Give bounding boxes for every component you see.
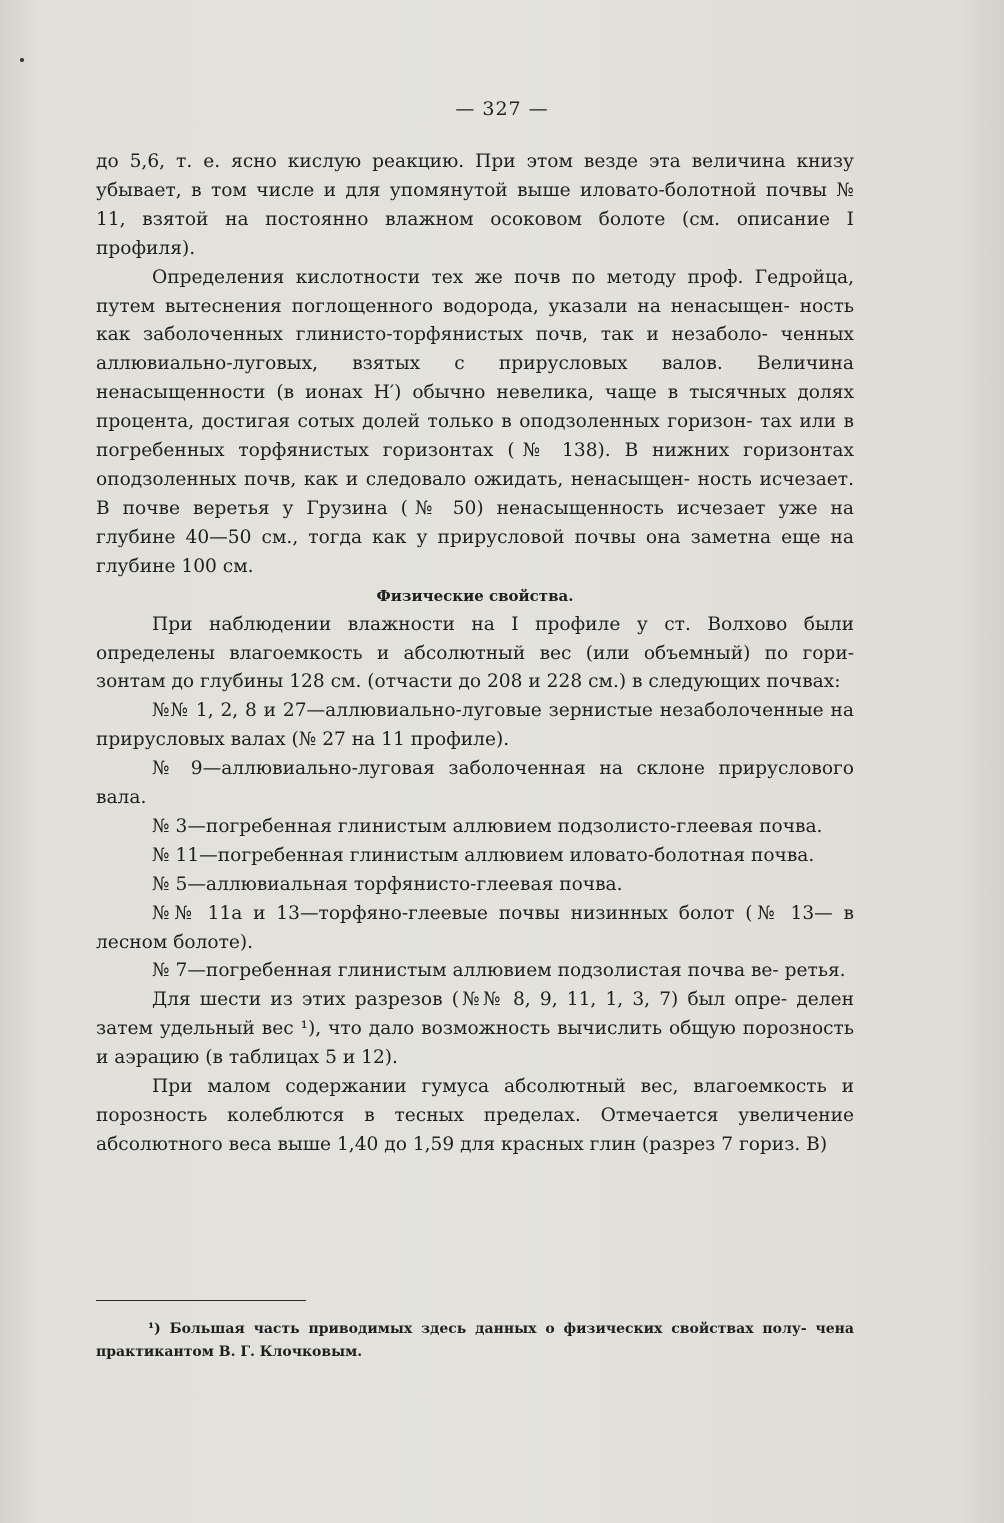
- text-line: I профиля).: [96, 208, 854, 259]
- text-line: №№ 11а и 13—торфяно-глеевые почвы низинных болот (№ 13—: [152, 902, 833, 924]
- text-line: вала.: [96, 787, 147, 809]
- text-line: ность исчезает. В почве веретья у Грузина (№ 50) ненасыщенность: [96, 468, 854, 519]
- list-item: [96, 842, 854, 871]
- text-line: почвах:: [766, 671, 841, 693]
- body-text: [96, 148, 854, 1160]
- list-item: [96, 957, 854, 986]
- text-line: При наблюдении влажности на I профиле у ст. Волхово были: [152, 613, 854, 635]
- text-line: Для шести из этих разрезов (№№ 8, 9, 11, 1, 3, 7) был опре-: [152, 989, 788, 1011]
- text-line: № 5—аллювиальная торфянисто-глеевая почва.: [152, 873, 623, 895]
- list-item: [96, 871, 854, 900]
- text-line: №№ 1, 2, 8 и 27—аллювиально-луговые зернистые незаболоченные: [152, 700, 824, 722]
- text-line: на прирусловых валах (№ 27 на 11 профиле).: [96, 700, 854, 751]
- text-line: порозность и аэрацию (в таблицах 5 и 12).: [96, 1018, 854, 1069]
- text-line: в лесном болоте).: [96, 902, 854, 953]
- paragraph: [96, 264, 854, 582]
- text-line: абсолютного веса выше 1,40 до 1,59 для красных глин (разрез 7 гориз. B): [96, 1133, 828, 1155]
- text-line: чена практикантом В. Г. Клочковым.: [96, 1321, 855, 1360]
- text-line: ность как заболоченных глинисто-торфянистых почв, так и незаболо-: [96, 295, 854, 346]
- text-line: № 11—погребенная глинистым аллювием иловато-болотная почва.: [152, 844, 815, 866]
- text-line: Определения кислотности тех же почв по методу проф. Гедройца,: [152, 266, 854, 288]
- text-line: горизонтах оподзоленных почв, как и следовало ожидать, ненасыщен-: [96, 440, 854, 490]
- text-line: № 3—погребенная глинистым аллювием подзолисто-глеевая почва.: [152, 815, 823, 837]
- list-item: [96, 755, 854, 813]
- text-line: тах или в погребенных торфянистых горизонтах (№ 138). В нижних: [96, 411, 854, 462]
- text-line: путем вытеснения поглощенного водорода, указали на ненасыщен-: [96, 295, 790, 317]
- text-line: ненасыщенности (в ионах H′) обычно невелика, чаще в тысячных: [96, 382, 787, 404]
- speck-mark: [20, 58, 24, 62]
- footnote-text: [96, 1318, 854, 1364]
- page-number: — 327 —: [455, 98, 549, 120]
- text-line: делен затем удельный вес ¹), что дало возможность вычислить общую: [96, 989, 854, 1040]
- footnote-rule: [96, 1300, 306, 1301]
- paragraph: [96, 1073, 854, 1160]
- text-line: При малом содержании гумуса абсолютный вес, влагоемкость и: [152, 1076, 854, 1098]
- text-line: зонтам до глубины 128 см. (отчасти до 208 и 228 см.) в следующих: [96, 671, 761, 693]
- footnote: [96, 1318, 854, 1364]
- paragraph: [96, 986, 854, 1073]
- text-line: исчезает уже на глубине 40—50 см., тогда как у прирусловой почвы: [96, 497, 854, 548]
- text-line: до 5,6, т. е. ясно кислую реакцию. При этом везде эта величина книзу: [96, 151, 854, 172]
- text-line: убывает, в том числе и для упомянутой выше иловато-болотной почвы: [96, 179, 827, 201]
- list-item: [96, 900, 854, 958]
- text-line: № 11, взятой на постоянно влажном осоковом болоте (см. описание: [96, 179, 854, 230]
- paragraph: [96, 611, 854, 698]
- list-item: [96, 697, 854, 755]
- text-line: ретья.: [784, 960, 846, 982]
- text-line: ченных аллювиально-луговых, взятых с прирусловых валов. Величина: [96, 324, 854, 375]
- section-heading: Физические свойства.: [376, 586, 574, 605]
- text-line: № 9—аллювиально-луговая заболоченная на склоне прируслового: [152, 758, 854, 780]
- text-line: долях процента, достигая сотых долей только в оподзоленных горизон-: [96, 382, 854, 433]
- paragraph: [96, 148, 854, 264]
- text-line: порозность колеблются в тесных пределах. Отмечается увеличение: [96, 1105, 854, 1126]
- text-line: она заметна еще на глубине 100 см.: [96, 526, 854, 577]
- text-line: определены влагоемкость и абсолютный вес (или объемный) по гори-: [96, 642, 854, 664]
- list-item: [96, 813, 854, 842]
- text-line: № 7—погребенная глинистым аллювием подзолистая почва ве-: [152, 960, 779, 982]
- text-line: ¹) Большая часть приводимых здесь данных о физических свойствах полу-: [148, 1321, 807, 1337]
